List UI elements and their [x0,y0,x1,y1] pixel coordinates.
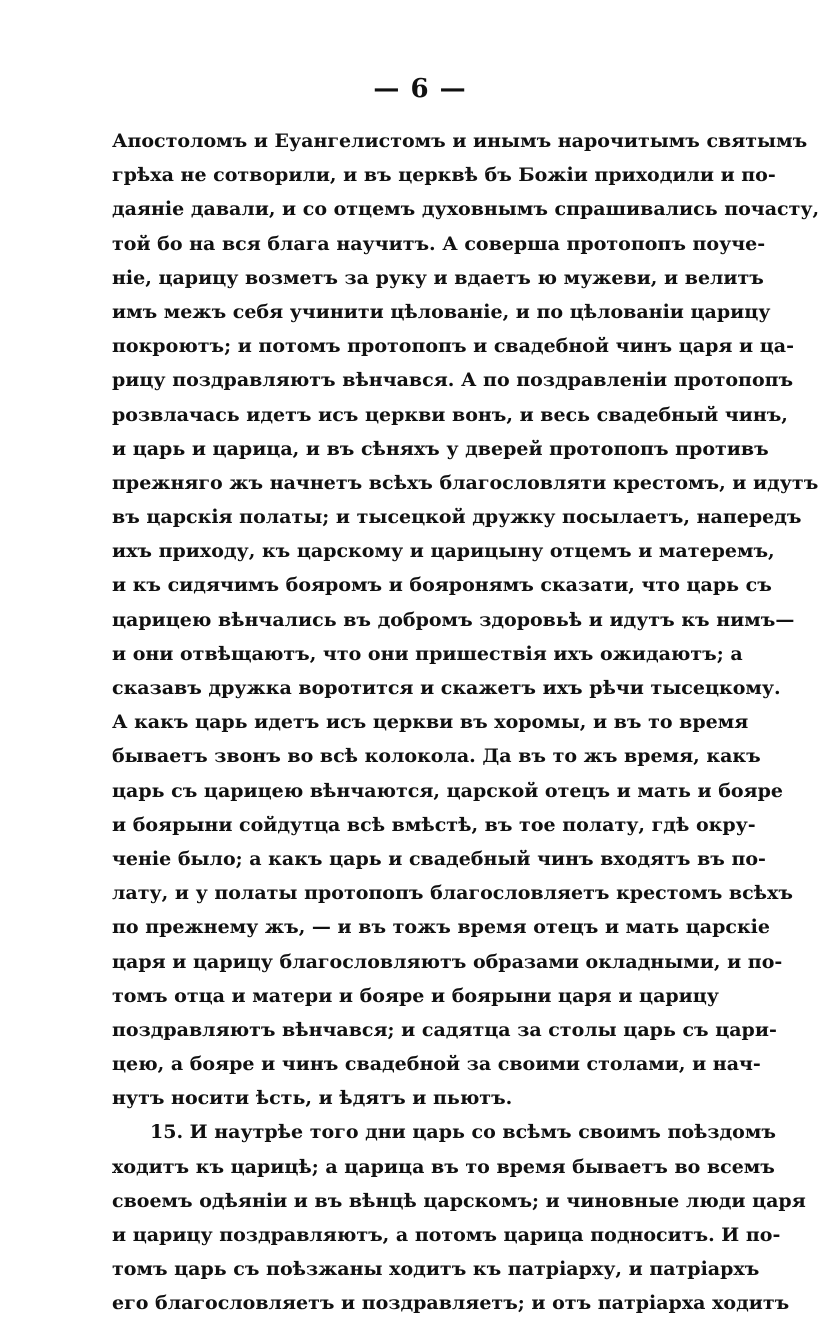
text-line: лату, и у полаты протопопъ благословляетъ крестомъ всѣхъ [112,882,793,905]
text-line: его благословляетъ и поздравляетъ; и отъ патріарха ходитъ [112,1292,790,1315]
text-line: ніе, царицу возметъ за руку и вдаетъ ю мужеви, и велитъ [112,266,764,289]
text-line: и къ сидячимъ бояромъ и бояронямъ сказати, что царь съ [112,574,772,597]
text-line: ченіе было; а какъ царь и свадебный чинъ входятъ въ по- [112,847,766,870]
text-line: Апостоломъ и Еуангелистомъ и инымъ нарочитымъ святымъ [112,130,808,152]
text-line: и они отвѣщаютъ, что они пришествія ихъ ожидаютъ; а [112,642,743,665]
text-line: и боярыни сойдутца всѣ вмѣстѣ, въ тое полату, гдѣ окру- [112,813,756,836]
paragraph-15 [112,1115,806,1320]
text-line: по прежнему жъ, — и въ тожъ время отецъ и мать царскіе [112,916,770,939]
text-line: царь съ царицею вѣнчаются, царской отецъ и мать и бояре [112,779,783,802]
page-number: — 6 — [373,74,467,104]
text-line: 15. И наутрѣе того дни царь со всѣмъ своимъ поѣздомъ [150,1121,776,1144]
text-line: покроютъ; и потомъ протопопъ и свадебной чинъ царя и ца- [112,335,794,358]
text-line: ихъ приходу, къ царскому и царицыну отцемъ и матеремъ, [112,540,775,563]
text-line: и царь и царица, и въ сѣняхъ у дверей протопопъ противъ [112,437,769,460]
text-line: грѣха не сотворили, и въ церквѣ бъ Божіи приходили и по- [112,164,776,187]
text-line: томъ отца и матери и бояре и боярыни царя и царицу [112,984,719,1007]
text-line: своемъ одѣяніи и въ вѣнцѣ царскомъ; и чиновные люди царя [112,1189,806,1212]
text-line: нутъ носити ѣсть, и ѣдятъ и пьютъ. [112,1087,513,1110]
text-line: даяніе давали, и со отцемъ духовнымъ спрашивались почасту, [112,198,820,221]
text-line: бываетъ звонъ во всѣ колокола. Да въ то жъ время, какъ [112,745,761,768]
text-line: царицею вѣнчались въ добромъ здоровьѣ и идутъ къ нимъ— [112,608,795,631]
text-line: ходитъ къ царицѣ; а царица въ то время бываетъ во всемъ [112,1155,775,1178]
paragraph-1 [112,124,820,1115]
text-line: той бо на вся блага научитъ. А соверша протопопъ поуче- [112,232,766,255]
text-line: имъ межъ себя учинити цѣлованіе, и по цѣлованіи царицу [112,300,771,323]
text-line: и царицу поздравляютъ, а потомъ царица подноситъ. И по- [112,1224,781,1246]
text-line: въ царскія полаты; и тысецкой дружку посылаетъ, напередъ [112,506,802,529]
text-line: А какъ царь идетъ исъ церкви въ хоромы, и въ то время [112,711,749,734]
text-line: сказавъ дружка воротится и скажетъ ихъ рѣчи тысецкому. [112,677,781,699]
text-line: прежняго жъ начнетъ всѣхъ благословляти крестомъ, и идутъ [112,471,819,494]
text-line: рицу поздравляютъ вѣнчався. А по поздравленіи протопопъ [112,369,794,392]
text-line: розвлачась идетъ исъ церкви вонъ, и весь свадебный чинъ, [112,403,788,426]
text-line: томъ царь съ поѣзжаны ходитъ къ патріарху, и патріархъ [112,1258,760,1281]
body-text [112,124,820,1321]
text-line: царя и царицу благословляютъ образами окладными, и по- [112,950,783,973]
text-line: цею, а бояре и чинъ свадебной за своими столами, и нач- [112,1053,761,1076]
text-line: поздравляютъ вѣнчався; и садятца за столы царь съ цари- [112,1018,777,1041]
